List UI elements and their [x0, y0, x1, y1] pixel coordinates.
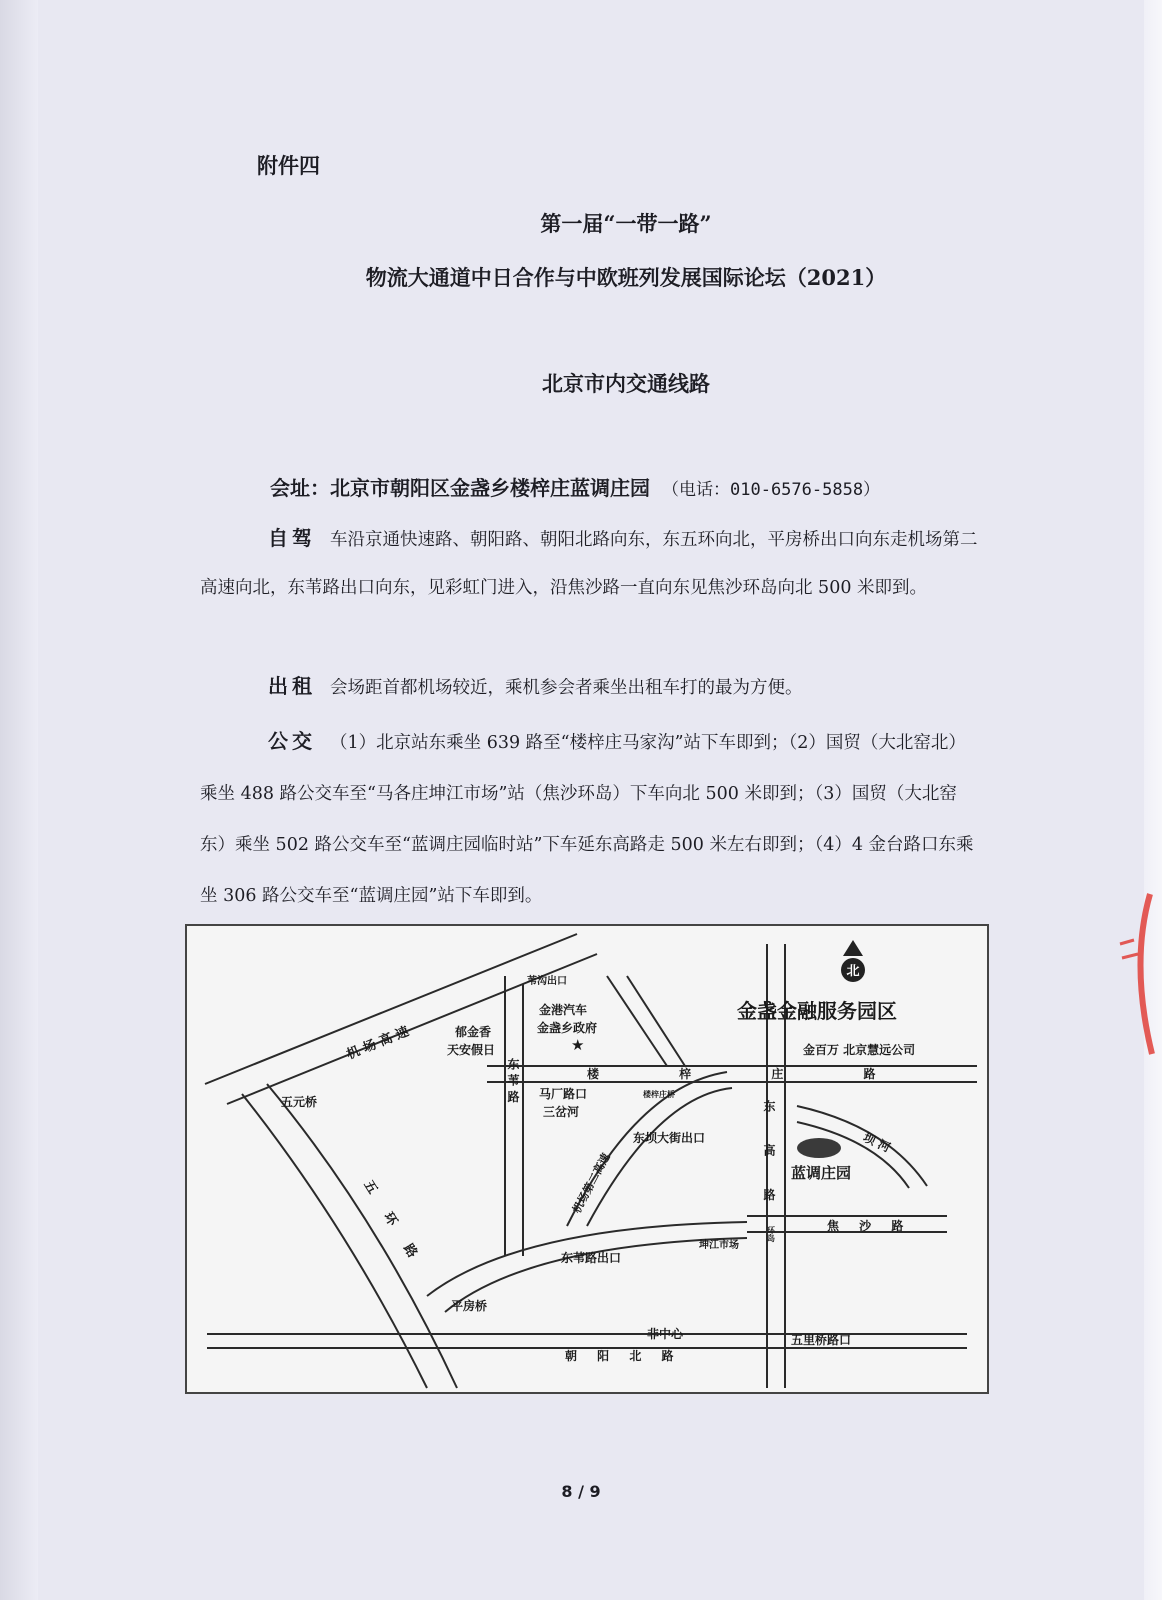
scan-right-margin [1144, 0, 1162, 1600]
red-seal-fragment [1112, 884, 1162, 1064]
drive-text: 车沿京通快速路、朝阳路、朝阳北路向东，东五环向北，平房桥出口向东走机场第二高速向北，东苇路出口向东，见彩虹门进入，沿焦沙路一直向东见焦沙环岛向北 500 米即到。 [200, 530, 978, 598]
park-companies: 金百万 北京慧远公司 [803, 1043, 916, 1057]
scan-left-margin [0, 0, 38, 1600]
bus-text: （1）北京站东乘坐 639 路至“楼梓庄马家沟”站下车即到；（2）国贸（大北窑北）乘坐 488 路公交车至“马各庄坤江市场”站（焦沙环岛）下车向北 500 米即到；（3）国贸（大北窑东）乘坐 502 路公交车至“蓝调庄园临时站”下车延东高路走 500 米左右即到；（4）4 金台路口东乘坐 306 路公交车至“蓝调庄园”站下车即到。 [200, 733, 974, 906]
venue-label: 会址： [270, 476, 330, 500]
taxi-text: 会场距首都机场较近，乘机参会者乘坐出租车打的最为方便。 [330, 678, 803, 698]
wuliqiao-label: 五里桥路口 [791, 1333, 852, 1347]
louzizhuang-road-label: 楼 梓 庄 路 [587, 1067, 914, 1081]
park-title: 金盏金融服务园区 [737, 999, 897, 1023]
kunjiang-market-label: 坤江市场 [699, 1240, 739, 1251]
blue-manor-label: 蓝调庄园 [791, 1164, 852, 1182]
title-line-1: 第一届“一带一路” [540, 211, 712, 236]
airport-second-label: 机场第二高速 [570, 1151, 613, 1216]
jiaosha-road-label: 焦 沙 路 [827, 1219, 912, 1233]
machang-label-1: 马厂路口 [539, 1087, 588, 1101]
yujinxiang-label-1: 郁金香 [455, 1025, 492, 1039]
route-map-drawing [187, 926, 987, 1392]
taxi-paragraph [200, 662, 982, 712]
drive-paragraph [200, 514, 982, 612]
jingang-label-2: 金盏乡政府 [537, 1021, 598, 1035]
government-star-icon: ★ [571, 1036, 585, 1054]
chaoyang-north-label: 朝 阳 北 路 [565, 1349, 682, 1363]
bus-heading: 公交 [268, 729, 316, 753]
annex-label: 附件四 [257, 153, 320, 178]
yujinxiang-label-2: 天安假日 [447, 1043, 496, 1057]
ba-river-label: 坝 河 [860, 1130, 893, 1155]
drive-heading: 自驾 [268, 526, 316, 550]
roundabout-label: 环岛 [766, 1226, 776, 1242]
taxi-heading: 出租 [268, 674, 316, 698]
route-map [185, 924, 989, 1394]
dongba-exit-label: 东坝大街出口 [633, 1131, 706, 1145]
blue-manor-marker-icon [797, 1138, 841, 1158]
bus-paragraph [200, 716, 982, 922]
title-line-2: 物流大通道中日合作与中欧班列发展国际论坛（2021） [365, 265, 887, 290]
venue-line [270, 472, 880, 501]
venue-phone: （电话：010-6576-5858） [662, 480, 881, 500]
page-number: 8 / 9 [561, 1482, 601, 1501]
fifth-ring-label: 五 环 路 [360, 1177, 426, 1270]
north-label: 北 [846, 964, 860, 979]
section-title: 北京市内交通线路 [542, 371, 710, 396]
venue-address: 北京市朝阳区金盏乡楼梓庄蓝调庄园 [330, 476, 650, 500]
dongwei-exit-label: 东苇路出口 [561, 1251, 622, 1265]
weigou-exit-label: 苇沟出口 [527, 976, 567, 987]
donggao-road-label: 东 高 路 [762, 1100, 776, 1215]
machang-label-2: 三岔河 [543, 1105, 580, 1119]
feizhongxin-label: 非中心 [647, 1327, 684, 1341]
jingang-label-1: 金港汽车 [539, 1003, 588, 1017]
louzizhuang-bridge-label: 楼梓庄桥 [643, 1090, 675, 1099]
airport-expressway-label: 机 场 高 速 [344, 1024, 412, 1063]
wuyuan-bridge-label: 五元桥 [281, 1095, 318, 1109]
pingfang-bridge-label: 平房桥 [451, 1299, 488, 1313]
dongwei-road-label: 东 苇 路 [506, 1058, 520, 1103]
